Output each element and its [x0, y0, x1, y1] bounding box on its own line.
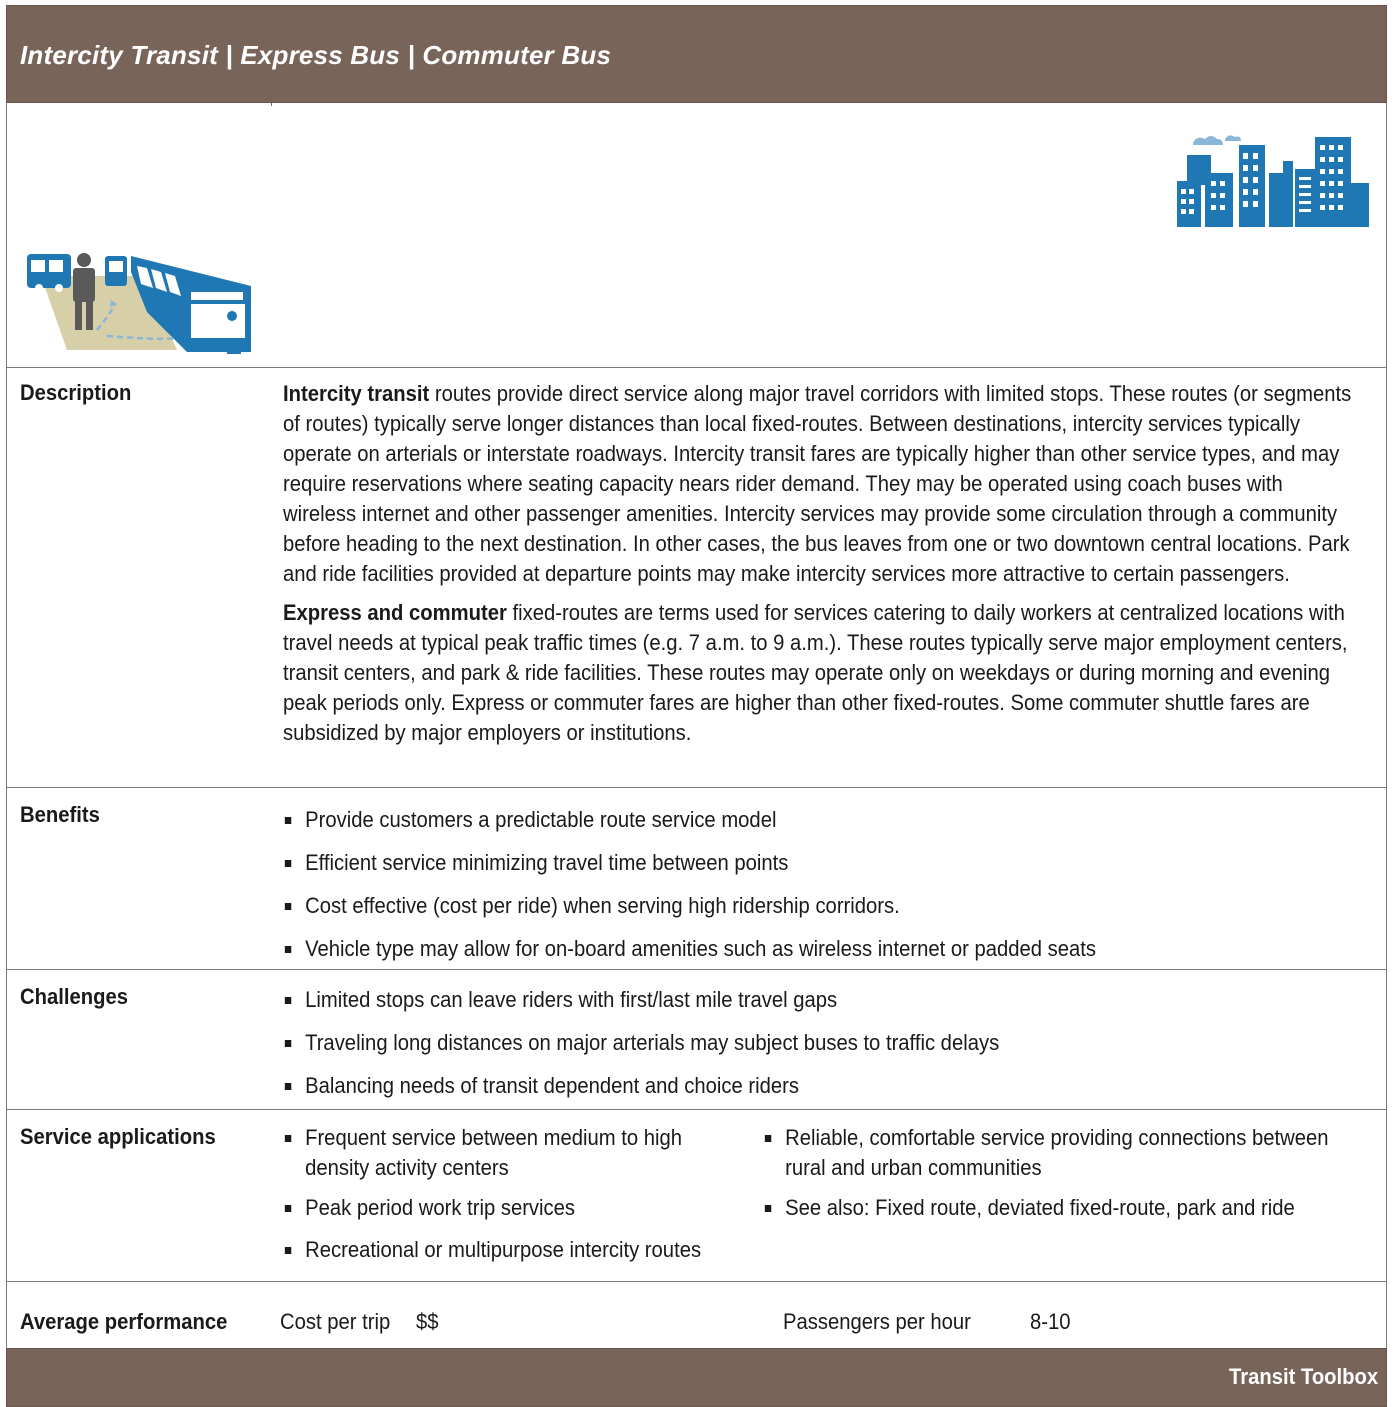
cloud-icon [1193, 136, 1223, 145]
passengers-per-hour-label: Passengers per hour [783, 1309, 971, 1334]
description-paragraph-intercity: Intercity transit routes provide direct service along major travel corridors with limited stops. These routes (or segments of routes) typically serve longer distances than local fixed-routes. Between destinations, intercity services typically operate on arterials or interstate roadways. Intercity transit fares are typically higher than other service types, and may require reservations where seating capacity nears rider demand. They may be operated using coach buses with wireless internet and other passenger amenities. Intercity services may provide some circulation through a community before heading to the next destination. In other cases, the bus leaves from one or two downtown central locations. Park and ride facilities provided at departure points may make intercity services more attractive to certain passengers. [283, 381, 1352, 586]
list-item: See also: Fixed route, deviated fixed-route, park and ride [763, 1193, 1361, 1223]
challenges-row [6, 969, 1387, 1109]
footer-title: Transit Toolbox [1228, 1364, 1378, 1389]
list-item: Peak period work trip services [283, 1193, 729, 1223]
list-item: Provide customers a predictable route service model [283, 805, 1096, 835]
list-item: Balancing needs of transit dependent and choice riders [283, 1071, 999, 1101]
intercity-term: Intercity transit [283, 381, 430, 406]
list-item: Cost effective (cost per ride) when serving high ridership corridors. [283, 891, 1096, 921]
service-applications-left-list [283, 1123, 729, 1265]
list-item: Reliable, comfortable service providing connections between rural and urban communities [763, 1123, 1361, 1183]
service-applications-right-list [763, 1123, 1361, 1223]
cost-per-trip-value: $$ [416, 1309, 439, 1334]
footer-bar [6, 1348, 1387, 1407]
header-bar [6, 5, 1387, 103]
list-item: Efficient service minimizing travel time between points [283, 848, 1096, 878]
benefits-list [283, 805, 1096, 977]
benefits-row [6, 787, 1387, 969]
passengers-per-hour-value: 8-10 [1030, 1309, 1071, 1334]
performance-label: Average performance [20, 1309, 228, 1334]
benefits-label: Benefits [20, 802, 100, 827]
express-term: Express and commuter [283, 600, 507, 625]
performance-row [6, 1281, 1387, 1348]
service-applications-row [6, 1109, 1387, 1281]
list-item: Frequent service between medium to high density activity centers [283, 1123, 729, 1183]
bus-stop-illustration [27, 252, 257, 360]
description-paragraph-express: Express and commuter fixed-routes are terms used for services catering to daily workers at centralized locations with travel needs at typical peak traffic times (e.g. 7 a.m. to 9 a.m.). These routes typically serve major employment centers, transit centers, and park & ride facilities. These routes may operate only on weekdays or during morning and evening peak periods only. Express or commuter fares are higher than other fixed-routes. Some commuter shuttle fares are subsidized by major employers or institutions. [283, 600, 1348, 745]
illustration-row [6, 103, 1387, 367]
description-label: Description [20, 380, 132, 405]
list-item: Limited stops can leave riders with first/last mile travel gaps [283, 985, 999, 1015]
page-title: Intercity Transit | Express Bus | Commuter Bus [20, 40, 612, 70]
challenges-list [283, 985, 999, 1114]
cost-per-trip-label: Cost per trip [280, 1309, 391, 1334]
description-body [283, 379, 1359, 748]
challenges-label: Challenges [20, 984, 128, 1009]
list-item: Vehicle type may allow for on-board amenities such as wireless internet or padded seats [283, 934, 1096, 964]
city-skyline-illustration [1173, 133, 1369, 227]
list-item: Recreational or multipurpose intercity routes [283, 1235, 729, 1265]
service-applications-label: Service applications [20, 1124, 216, 1149]
list-item: Traveling long distances on major arterials may subject buses to traffic delays [283, 1028, 999, 1058]
description-row [6, 367, 1387, 787]
